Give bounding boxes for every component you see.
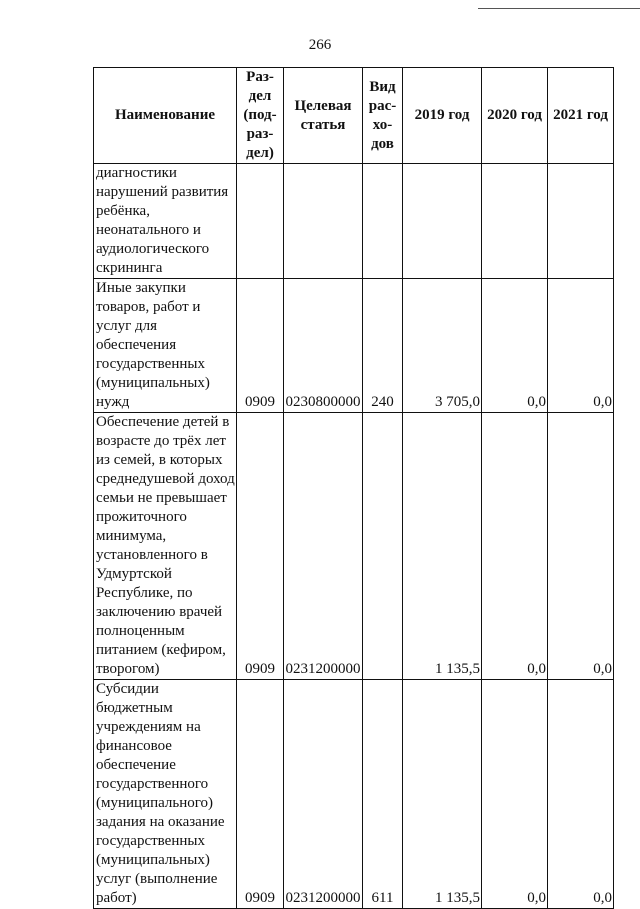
top-rule [478, 8, 640, 9]
header-section: Раз-дел (под-раз-дел) [237, 68, 284, 164]
header-2020: 2020 год [482, 68, 548, 164]
row-expense-type: 240 [363, 279, 403, 413]
row-section [237, 164, 284, 279]
header-target: Целевая статья [284, 68, 363, 164]
row-2019: 3 705,0 [403, 279, 482, 413]
row-target [284, 164, 363, 279]
row-name: Иные закупки товаров, работ и услуг для обеспечения государственных (муниципальных) нужд [94, 279, 237, 413]
row-expense-type [363, 164, 403, 279]
header-name: Наименование [94, 68, 237, 164]
row-section: 0909 [237, 413, 284, 680]
row-target: 0231200000 [284, 413, 363, 680]
budget-table [93, 67, 614, 909]
row-2020 [482, 164, 548, 279]
row-2021 [548, 164, 614, 279]
table-row [94, 680, 614, 909]
row-2020: 0,0 [482, 413, 548, 680]
page-number: 266 [308, 37, 332, 53]
row-2019: 1 135,5 [403, 413, 482, 680]
row-2019: 1 135,5 [403, 680, 482, 909]
header-expense-type: Вид рас-хо-дов [363, 68, 403, 164]
table-row [94, 279, 614, 413]
header-2021: 2021 год [548, 68, 614, 164]
row-name: Субсидии бюджетным учреждениям на финансовое обеспечение государственного (муниципального) задания на оказание государственных (муниципальных) услуг (выполнение работ) [94, 680, 237, 909]
row-2021: 0,0 [548, 680, 614, 909]
table-row [94, 164, 614, 279]
row-section: 0909 [237, 680, 284, 909]
row-section: 0909 [237, 279, 284, 413]
row-2019 [403, 164, 482, 279]
row-2021: 0,0 [548, 413, 614, 680]
row-2020: 0,0 [482, 680, 548, 909]
row-2020: 0,0 [482, 279, 548, 413]
row-target: 0231200000 [284, 680, 363, 909]
row-name: диагностики нарушений развития ребёнка, неонатального и аудиологического скрининга [94, 164, 237, 279]
header-2019: 2019 год [403, 68, 482, 164]
table-row [94, 413, 614, 680]
header-row [94, 68, 614, 164]
row-expense-type [363, 413, 403, 680]
row-2021: 0,0 [548, 279, 614, 413]
row-expense-type: 611 [363, 680, 403, 909]
row-target: 0230800000 [284, 279, 363, 413]
row-name: Обеспечение детей в возрасте до трёх лет из семей, в которых среднедушевой доход семьи не превышает прожиточного минимума, установленного в Удмуртской Республике, по заключению врачей полноценным питанием (кефиром, творогом) [94, 413, 237, 680]
